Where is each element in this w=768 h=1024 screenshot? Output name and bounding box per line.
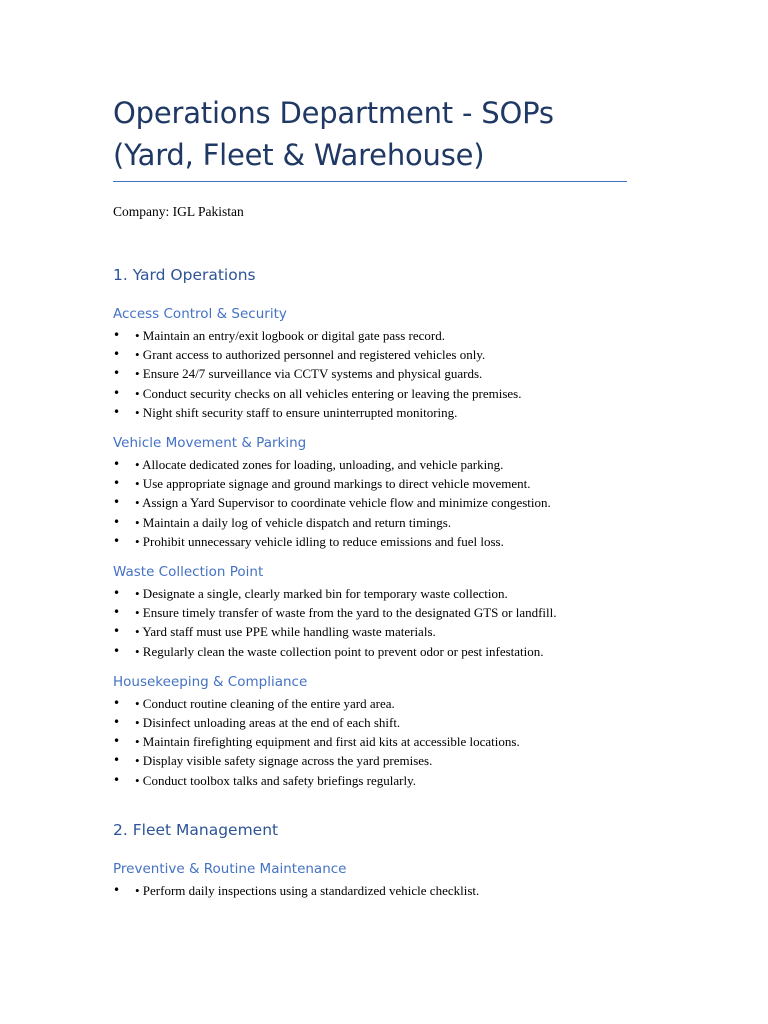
subsection-heading: Waste Collection Point [113,564,264,581]
list-item-text: • Conduct security checks on all vehicles entering or leaving the premises. [135,385,522,401]
list-item [113,713,629,732]
document-page [113,92,629,900]
document-title: Operations Department - SOPs (Yard, Fleet & Warehouse) [113,96,554,172]
bullet-icon: • [113,457,121,472]
bullet-icon: • [113,753,121,768]
bullet-icon: • [113,533,121,548]
sections-container [113,265,629,900]
bullet-icon: • [113,366,121,381]
list-item-text: • Regularly clean the waste collection point to prevent odor or pest infestation. [135,643,544,659]
list-item [113,326,629,345]
bullet-list [113,881,629,900]
bullet-icon: • [113,385,121,400]
list-item-text: • Display visible safety signage across the yard premises. [135,753,433,769]
bullet-icon: • [113,643,121,658]
subsection-heading: Housekeeping & Compliance [113,673,308,690]
subsection-heading: Preventive & Routine Maintenance [113,860,347,877]
list-item-text: • Designate a single, clearly marked bin for temporary waste collection. [135,586,508,602]
bullet-icon: • [113,495,121,510]
bullet-list [113,455,629,551]
list-item [113,455,629,474]
bullet-icon: • [113,734,121,749]
bullet-icon: • [113,882,121,897]
list-item-text: • Yard staff must use PPE while handling waste materials. [135,624,436,640]
bullet-icon: • [113,404,121,419]
bullet-icon: • [113,624,121,639]
bullet-icon: • [113,715,121,730]
list-item [113,345,629,364]
bullet-list [113,584,629,661]
list-item-text: • Grant access to authorized personnel and registered vehicles only. [135,347,486,363]
list-item [113,642,629,661]
list-item [113,694,629,713]
list-item-text: • Allocate dedicated zones for loading, unloading, and vehicle parking. [135,457,504,473]
list-item [113,622,629,641]
bullet-icon: • [113,347,121,362]
bullet-icon: • [113,605,121,620]
bullet-list [113,326,629,422]
bullet-icon: • [113,586,121,601]
list-item-text: • Night shift security staff to ensure uninterrupted monitoring. [135,404,458,420]
list-item-text: • Ensure 24/7 surveillance via CCTV systems and physical guards. [135,366,483,382]
list-item [113,881,629,900]
list-item-text: • Maintain firefighting equipment and first aid kits at accessible locations. [135,734,520,750]
list-item-text: • Disinfect unloading areas at the end of each shift. [135,715,401,731]
bullet-icon: • [113,476,121,491]
list-item [113,532,629,551]
bullet-list [113,694,629,790]
list-item [113,474,629,493]
list-item [113,513,629,532]
section-heading: 2. Fleet Management [113,820,279,839]
list-item [113,603,629,622]
list-item-text: • Assign a Yard Supervisor to coordinate vehicle flow and minimize congestion. [135,495,551,511]
list-item [113,732,629,751]
bullet-icon: • [113,772,121,787]
list-item [113,403,629,422]
list-item-text: • Use appropriate signage and ground markings to direct vehicle movement. [135,476,531,492]
company-line: Company: IGL Pakistan [113,204,244,219]
list-item-text: • Prohibit unnecessary vehicle idling to reduce emissions and fuel loss. [135,533,504,549]
list-item [113,384,629,403]
list-item-text: • Conduct toolbox talks and safety briefings regularly. [135,772,416,788]
list-item-text: • Maintain an entry/exit logbook or digital gate pass record. [135,328,445,343]
list-item [113,751,629,770]
list-item [113,493,629,512]
bullet-icon: • [113,514,121,529]
subsection-heading: Vehicle Movement & Parking [113,435,307,452]
list-item-text: • Ensure timely transfer of waste from the yard to the designated GTS or landfill. [135,605,557,621]
list-item-text: • Perform daily inspections using a standardized vehicle checklist. [135,882,480,898]
subsection-heading: Access Control & Security [113,306,287,322]
list-item [113,364,629,383]
list-item [113,771,629,790]
list-item-text: • Maintain a daily log of vehicle dispatch and return timings. [135,514,452,530]
section-heading: 1. Yard Operations [113,266,256,284]
bullet-icon: • [113,695,121,710]
bullet-icon: • [113,328,121,342]
list-item-text: • Conduct routine cleaning of the entire yard area. [135,695,395,711]
list-item [113,584,629,603]
title-underline [113,181,627,182]
